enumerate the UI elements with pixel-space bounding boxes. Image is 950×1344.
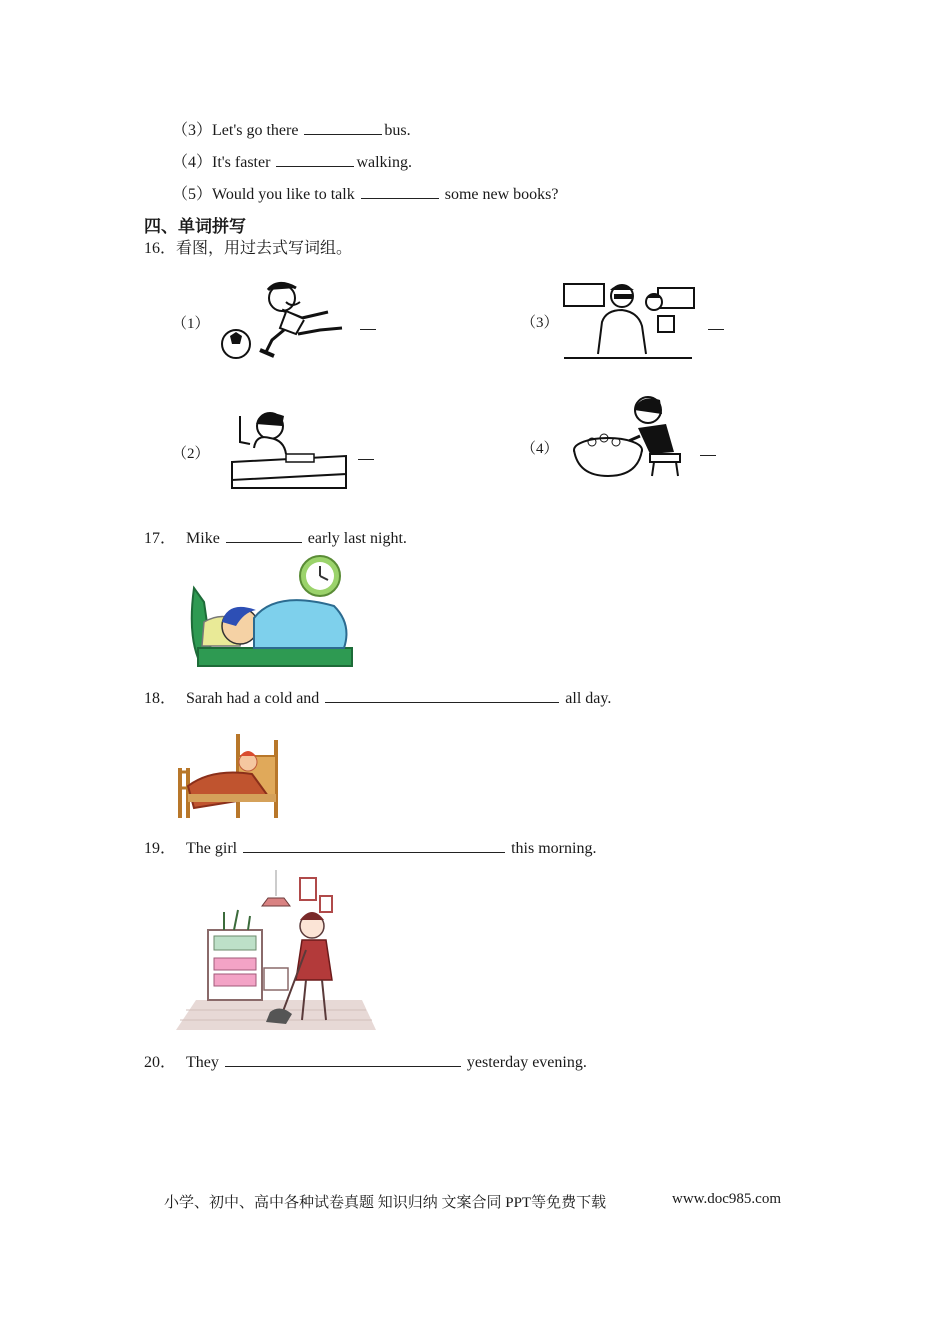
- answer-blank[interactable]: [226, 528, 302, 543]
- q16-label-2: （2）: [172, 446, 210, 462]
- answer-blank[interactable]: [325, 688, 559, 703]
- wash-clothes-image: [570, 392, 688, 484]
- fill-item-4: （4）It's faster walking.: [172, 154, 412, 171]
- q18-text: 18． Sarah had a cold and all day.: [144, 690, 612, 707]
- answer-blank[interactable]: [276, 152, 354, 167]
- footer-text: 小学、初中、高中各种试卷真题 知识归纳 文案合同 PPT等免费下载: [164, 1195, 607, 1211]
- q16-label-1: （1）: [172, 316, 210, 332]
- q20-text: 20． They yesterday evening.: [144, 1054, 587, 1071]
- q16-label-3: （3）: [521, 315, 559, 331]
- clean-room-image: [166, 870, 382, 1036]
- q16-label-4: （4）: [521, 441, 559, 457]
- stay-in-bed-image: [176, 728, 282, 824]
- q16-instruction: 16．看图，用过去式写词组。: [144, 240, 353, 257]
- watch-film-image: [562, 278, 698, 360]
- answer-blank[interactable]: [361, 184, 439, 199]
- q19-text: 19． The girl this morning.: [144, 840, 597, 857]
- q17-text: 17． Mike early last night.: [144, 530, 407, 547]
- fill-item-3: （3）Let's go there bus.: [172, 122, 411, 139]
- play-football-image: [216, 278, 352, 360]
- answer-blank[interactable]: [243, 838, 505, 853]
- fill-item-5: （5）Would you like to talk some new books?: [172, 186, 559, 203]
- answer-blank[interactable]: [360, 329, 376, 330]
- answer-blank[interactable]: [708, 329, 724, 330]
- answer-blank[interactable]: [304, 120, 382, 135]
- answer-blank[interactable]: [225, 1052, 461, 1067]
- sleep-early-image: [184, 552, 360, 674]
- footer-url[interactable]: www.doc985.com: [672, 1191, 782, 1207]
- answer-blank[interactable]: [700, 455, 716, 456]
- section-title: 四、单词拼写: [144, 217, 246, 237]
- answer-blank[interactable]: [358, 459, 374, 460]
- do-homework-image: [226, 404, 352, 492]
